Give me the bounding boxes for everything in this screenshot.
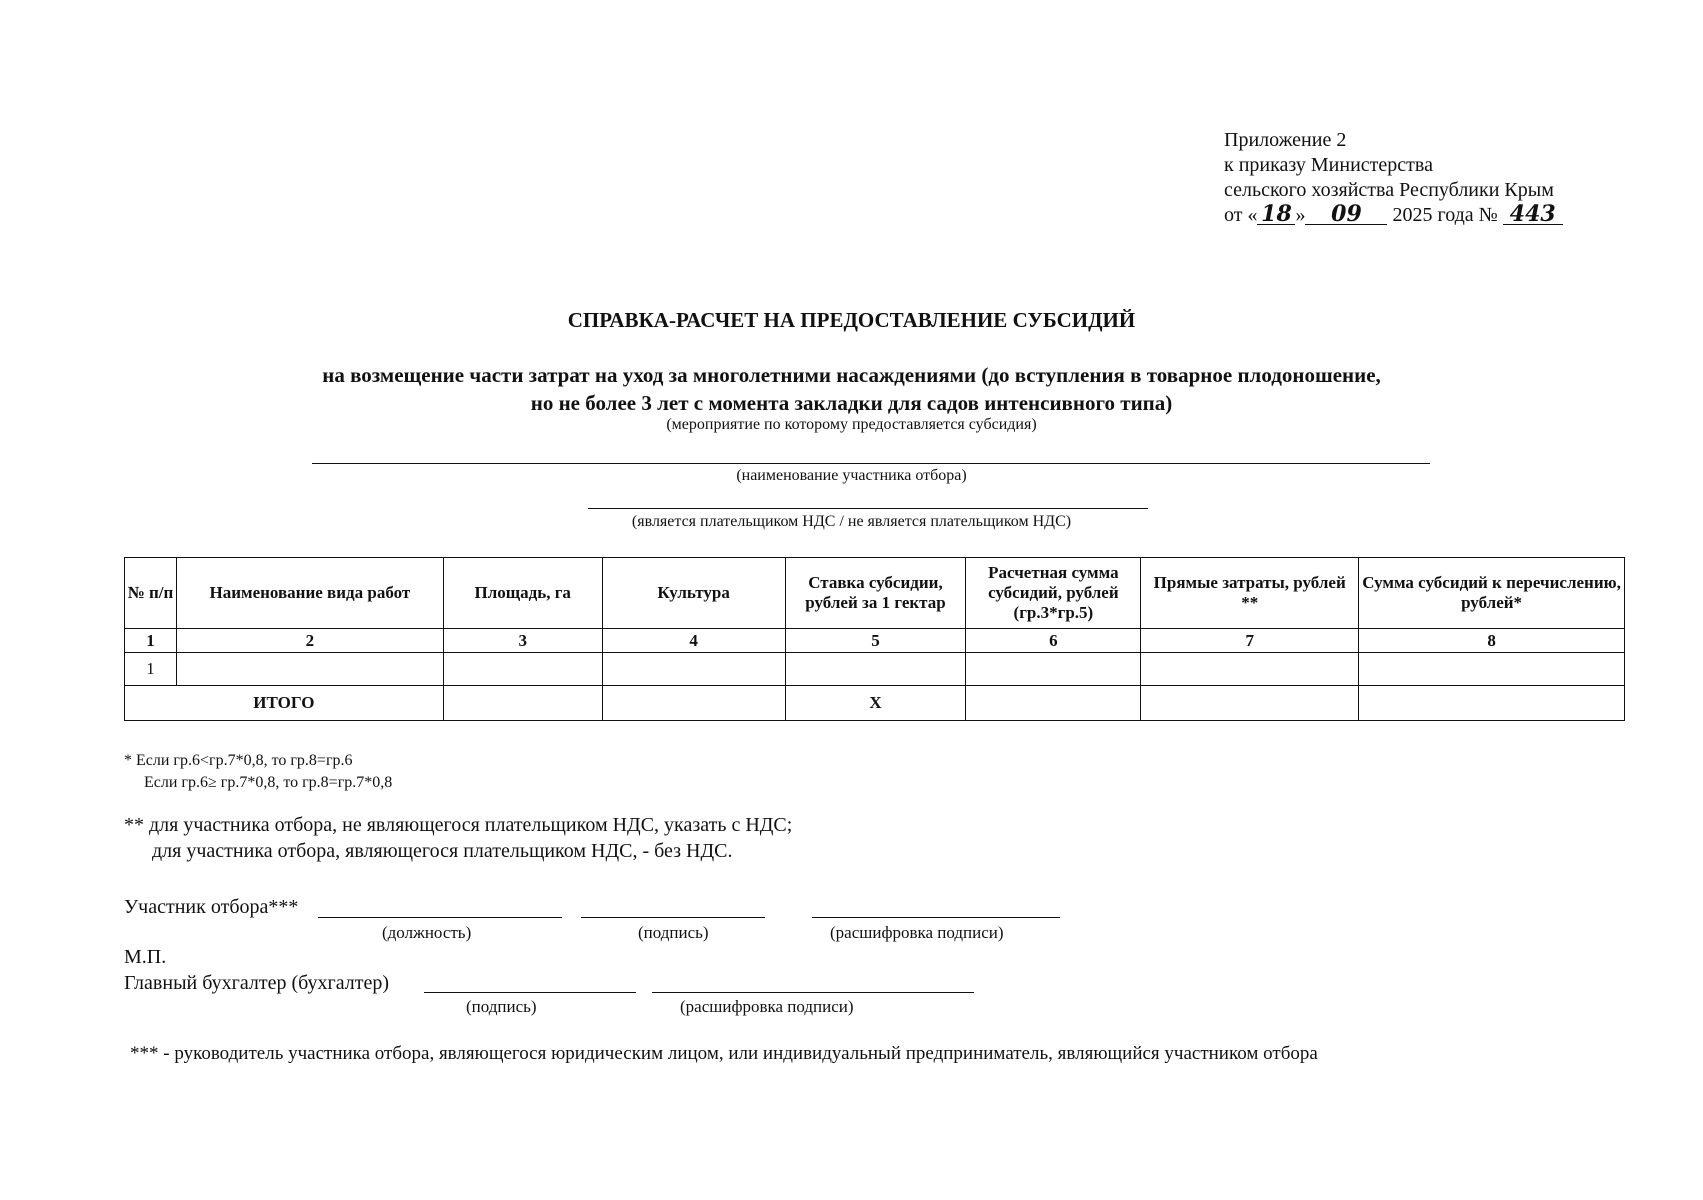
- order-number: 443: [1503, 204, 1563, 225]
- column-number-cell: 4: [602, 629, 785, 653]
- header-cell: Прямые затраты, рублей **: [1141, 558, 1359, 629]
- participant-label: Участник отбора***: [124, 896, 299, 918]
- table-cell: [1141, 653, 1359, 686]
- column-number-cell: 1: [125, 629, 177, 653]
- caption-vat: (является плательщиком НДС / не является плательщиком НДС): [631, 513, 1072, 530]
- participant-name-line: [312, 463, 1430, 464]
- table-cell: [443, 686, 602, 721]
- header-cell: № п/п: [125, 558, 177, 629]
- appendix-date-line: [1224, 203, 1563, 228]
- note-2-line-2: для участника отбора, являющегося плательщиком НДС, - без НДС.: [152, 840, 733, 862]
- column-number-cell: 8: [1359, 629, 1625, 653]
- column-number-cell: 2: [176, 629, 443, 653]
- note-2-line-1: ** для участника отбора, не являющегося плательщиком НДС, указать с НДС;: [124, 814, 793, 836]
- position-line: [318, 917, 562, 918]
- date-month: 09: [1305, 204, 1387, 225]
- accountant-decoding-line: [652, 992, 974, 993]
- document-subtitle: [0, 361, 1703, 417]
- header-cell: Культура: [602, 558, 785, 629]
- header-cell: Сумма субсидий к перечислению, рублей*: [1359, 558, 1625, 629]
- table-column-numbers-row: [125, 629, 1625, 653]
- table-total-row: [125, 686, 1625, 721]
- accountant-decoding-caption: (расшифровка подписи): [680, 997, 854, 1016]
- decoding-line: [812, 917, 1060, 918]
- footnote-3: *** - руководитель участника отбора, являющегося юридическим лицом, или индивидуальный предприниматель, являющийся участником отбора: [130, 1043, 1318, 1064]
- table-cell: [443, 653, 602, 686]
- calculation-table: [124, 557, 1625, 721]
- table-cell: [1141, 686, 1359, 721]
- table-header-row: [125, 558, 1625, 629]
- column-number-cell: 6: [966, 629, 1141, 653]
- date-year: 2025 года №: [1392, 204, 1498, 226]
- header-cell: Расчетная сумма субсидий, рублей (гр.3*гр.5): [966, 558, 1141, 629]
- signature-line: [581, 917, 765, 918]
- date-day: 18: [1257, 204, 1295, 225]
- appendix-line-1: Приложение 2: [1224, 129, 1347, 151]
- accountant-signature-caption: (подпись): [466, 997, 537, 1016]
- total-rate-cell: X: [785, 686, 966, 721]
- accountant-signature-line: [424, 992, 636, 993]
- note-1: [124, 750, 392, 794]
- column-number-cell: 3: [443, 629, 602, 653]
- table-cell: [966, 653, 1141, 686]
- subtitle-line-1: на возмещение части затрат на уход за многолетними насаждениями (до вступления в товарное плодоношение,: [322, 363, 1381, 387]
- date-mid: »: [1295, 204, 1306, 226]
- subtitle-line-2: но не более 3 лет с момента закладки для садов интенсивного типа): [530, 391, 1173, 415]
- signature-caption: (подпись): [638, 923, 709, 942]
- appendix-block: [1224, 128, 1563, 228]
- date-prefix: от «: [1224, 204, 1258, 226]
- position-caption: (должность): [382, 923, 472, 942]
- table-cell: [1359, 686, 1625, 721]
- appendix-line-3: сельского хозяйства Республики Крым: [1224, 179, 1554, 201]
- note-2: [124, 812, 792, 864]
- table-cell: 1: [125, 653, 177, 686]
- header-cell: Площадь, га: [443, 558, 602, 629]
- table-cell: [785, 653, 966, 686]
- table-cell: [602, 686, 785, 721]
- table-cell: [966, 686, 1141, 721]
- column-number-cell: 7: [1141, 629, 1359, 653]
- appendix-line-2: к приказу Министерства: [1224, 154, 1433, 176]
- table-cell: [176, 653, 443, 686]
- caption-participant: (наименование участника отбора): [736, 467, 967, 484]
- vat-status-line: [588, 508, 1148, 509]
- note-1-line-1: * Если гр.6<гр.7*0,8, то гр.8=гр.6: [124, 752, 353, 769]
- column-number-cell: 5: [785, 629, 966, 653]
- table-cell: [602, 653, 785, 686]
- stamp-label: М.П.: [124, 946, 167, 968]
- table-cell: [1359, 653, 1625, 686]
- table-row: [125, 653, 1625, 686]
- accountant-label: Главный бухгалтер (бухгалтер): [124, 972, 390, 994]
- caption-event: (мероприятие по которому предоставляется субсидия): [666, 416, 1037, 433]
- decoding-caption: (расшифровка подписи): [830, 923, 1004, 942]
- header-cell: Ставка субсидии, рублей за 1 гектар: [785, 558, 966, 629]
- total-label-cell: ИТОГО: [125, 686, 444, 721]
- note-1-line-2: Если гр.6≥ гр.7*0,8, то гр.8=гр.7*0,8: [144, 774, 393, 791]
- document-title: СПРАВКА-РАСЧЕТ НА ПРЕДОСТАВЛЕНИЕ СУБСИДИЙ: [567, 308, 1136, 332]
- header-cell: Наименование вида работ: [176, 558, 443, 629]
